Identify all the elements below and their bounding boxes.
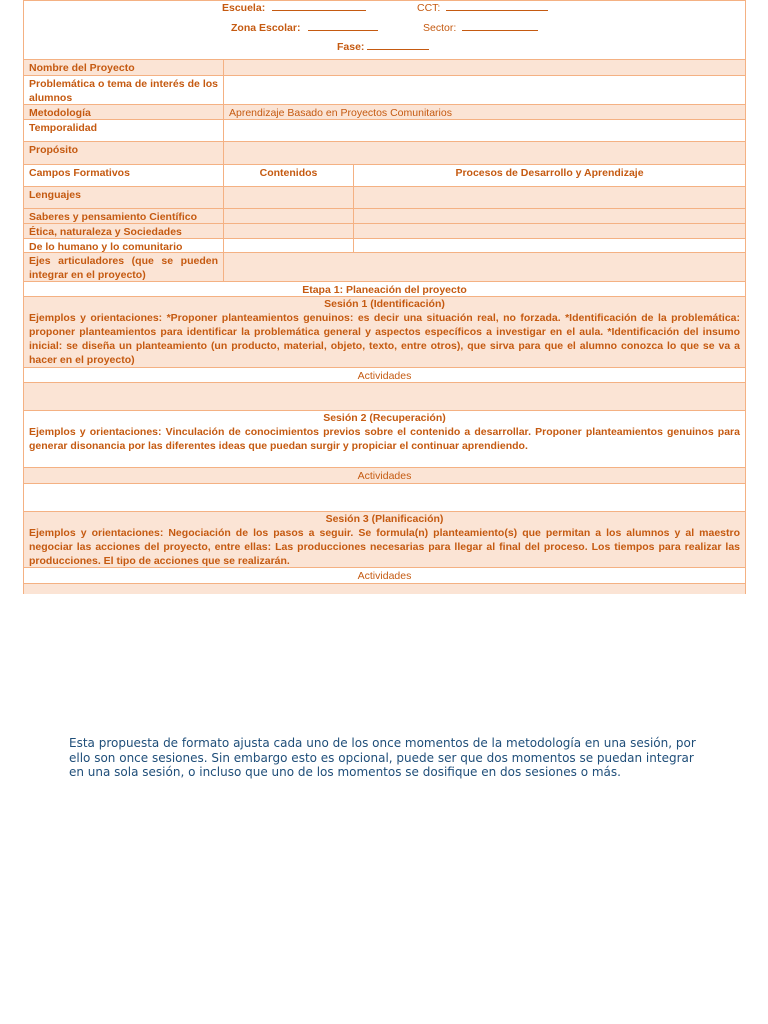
sesion1-block	[24, 297, 745, 368]
zona-label: Zona Escolar:	[231, 22, 301, 34]
saberes-label: Saberes y pensamiento Científico	[24, 209, 224, 224]
escuela-field[interactable]	[222, 1, 366, 14]
fase-blank[interactable]	[367, 40, 429, 50]
lenguajes-procesos[interactable]	[354, 187, 745, 209]
escuela-blank[interactable]	[272, 1, 366, 11]
sesion3-block	[24, 512, 745, 568]
sesion2-block	[24, 411, 745, 468]
etapa1-title: Etapa 1: Planeación del proyecto	[24, 282, 745, 297]
sesion1-actividades-label: Actividades	[24, 368, 745, 383]
sector-label: Sector:	[423, 22, 457, 34]
sesion2-title: Sesión 2 (Recuperación)	[323, 412, 446, 424]
procesos-header: Procesos de Desarrollo y Aprendizaje	[354, 165, 745, 187]
escuela-label: Escuela:	[222, 2, 266, 14]
problematica-value[interactable]	[224, 76, 745, 105]
campos-header: Campos Formativos	[24, 165, 224, 187]
sesion2-actividades-area[interactable]	[24, 484, 745, 512]
project-planning-sheet	[23, 0, 746, 594]
sesion3-title: Sesión 3 (Planificación)	[325, 513, 444, 525]
cct-blank[interactable]	[446, 1, 548, 11]
proposito-value[interactable]	[224, 142, 745, 165]
humano-contenidos[interactable]	[224, 239, 354, 253]
fase-label: Fase:	[337, 41, 365, 53]
zona-field[interactable]	[231, 21, 378, 34]
temporalidad-label: Temporalidad	[24, 120, 224, 142]
sesion3-text: Ejemplos y orientaciones: Negociación de los pasos a seguir. Se formula(n) planteamiento(s) que permitan a los alumnos y al maestro negociar las acciones del proyecto, entre ellas: Las producciones necesarias para llegar al final del proceso. Los tiempos para realizar las producciones. El tipo de acciones que se realizarán.	[29, 527, 740, 567]
lenguajes-contenidos[interactable]	[224, 187, 354, 209]
format-note: Esta propuesta de formato ajusta cada uno de los once momentos de la metodología en una sesión, por ello son once sesiones. Sin embargo esto es opcional, puede ser que dos momentos se puedan integrar en una sola sesión, o incluso que uno de los momentos se dosifique en dos sesiones o más.	[69, 736, 696, 780]
cct-label: CCT:	[417, 2, 441, 14]
sector-field[interactable]	[423, 21, 538, 34]
metodologia-value[interactable]: Aprendizaje Basado en Proyectos Comunitarios	[224, 105, 745, 120]
school-header	[24, 0, 745, 60]
sesion1-title: Sesión 1 (Identificación)	[324, 298, 445, 310]
humano-label: De lo humano y lo comunitario	[24, 239, 224, 253]
lenguajes-label: Lenguajes	[24, 187, 224, 209]
saberes-contenidos[interactable]	[224, 209, 354, 224]
saberes-procesos[interactable]	[354, 209, 745, 224]
sesion3-actividades-area[interactable]	[24, 584, 745, 594]
sesion2-actividades-label: Actividades	[24, 468, 745, 484]
sesion3-actividades-label: Actividades	[24, 568, 745, 584]
ejes-value[interactable]	[224, 253, 745, 282]
nombre-value[interactable]	[224, 60, 745, 76]
sesion1-actividades-area[interactable]	[24, 383, 745, 411]
nombre-label: Nombre del Proyecto	[24, 60, 224, 76]
sesion2-text: Ejemplos y orientaciones: Vinculación de conocimientos previos sobre el contenido a desarrollar. Proponer planteamientos genuinos para generar disonancia por las diferentes ideas que puedan surgir y propiciar el continuar aprendiendo.	[29, 426, 740, 452]
fase-field[interactable]	[337, 40, 429, 53]
etica-label: Ética, naturaleza y Sociedades	[24, 224, 224, 239]
zona-blank[interactable]	[308, 21, 378, 31]
sector-blank[interactable]	[462, 21, 538, 31]
sesion1-text: Ejemplos y orientaciones: *Proponer planteamientos genuinos: es decir una situación real, no forzada. *Identificación de la problemática: proponer planteamientos para identificar la problemática general y aspectos específicos a investigar en el aula. *Identificación del insumo inicial: se diseña un planteamiento (un producto, material, objeto, texto, entre otros), que sirva para que el alumno conozca lo que se va a hacer en el proyecto)	[29, 312, 740, 366]
contenidos-header: Contenidos	[224, 165, 354, 187]
cct-field[interactable]	[417, 1, 548, 14]
problematica-label: Problemática o tema de interés de los alumnos	[24, 76, 224, 105]
etica-procesos[interactable]	[354, 224, 745, 239]
temporalidad-value[interactable]	[224, 120, 745, 142]
metodologia-label: Metodología	[24, 105, 224, 120]
ejes-label: Ejes articuladores (que se pueden integrar en el proyecto)	[24, 253, 224, 282]
project-table	[24, 60, 745, 594]
etica-contenidos[interactable]	[224, 224, 354, 239]
humano-procesos[interactable]	[354, 239, 745, 253]
proposito-label: Propósito	[24, 142, 224, 165]
